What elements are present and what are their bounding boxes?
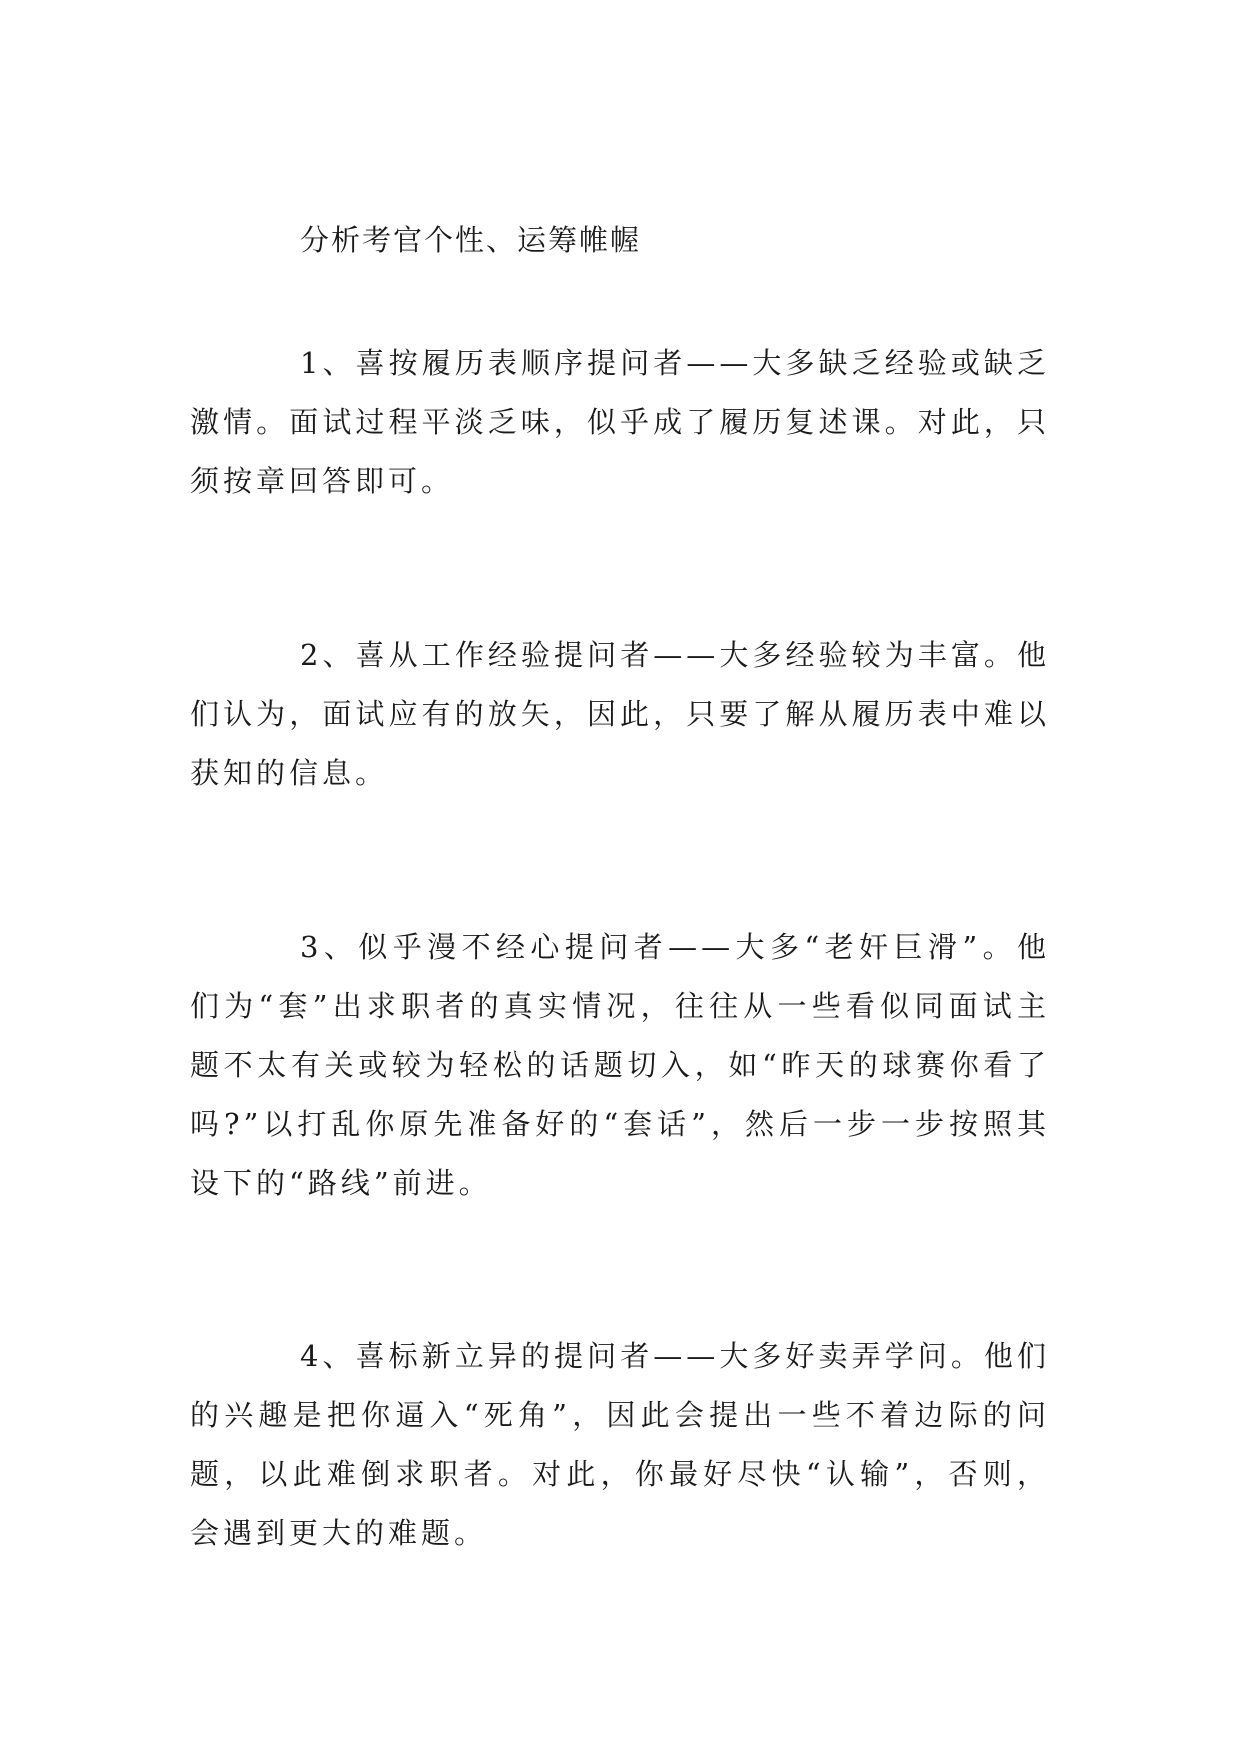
paragraph-4: 4、喜标新立异的提问者——大多好卖弄学问。他们的兴趣是把你逼入“死角”，因此会提出一些不着边际的问题，以此难倒求职者。对此，你最好尽快“认输”，否则，会遇到更大的难题。: [190, 1339, 1050, 1550]
section-heading: 分析考官个性、运筹帷幄: [300, 223, 642, 257]
paragraph-1: 1、喜按履历表顺序提问者——大多缺乏经验或缺乏激情。面试过程平淡乏味，似乎成了履历复述课。对此，只须按章回答即可。: [190, 346, 1050, 498]
paragraph-3: 3、似乎漫不经心提问者——大多“老奸巨滑”。他们为“套”出求职者的真实情况，往往从一些看似同面试主题不太有关或较为轻松的话题切入，如“昨天的球赛你看了吗?”以打乱你原先准备好的“套话”，然后一步一步按照其设下的“路线”前进。: [190, 930, 1050, 1200]
paragraph-2: 2、喜从工作经验提问者——大多经验较为丰富。他们认为，面试应有的放矢，因此，只要了解从履历表中难以获知的信息。: [190, 638, 1050, 790]
